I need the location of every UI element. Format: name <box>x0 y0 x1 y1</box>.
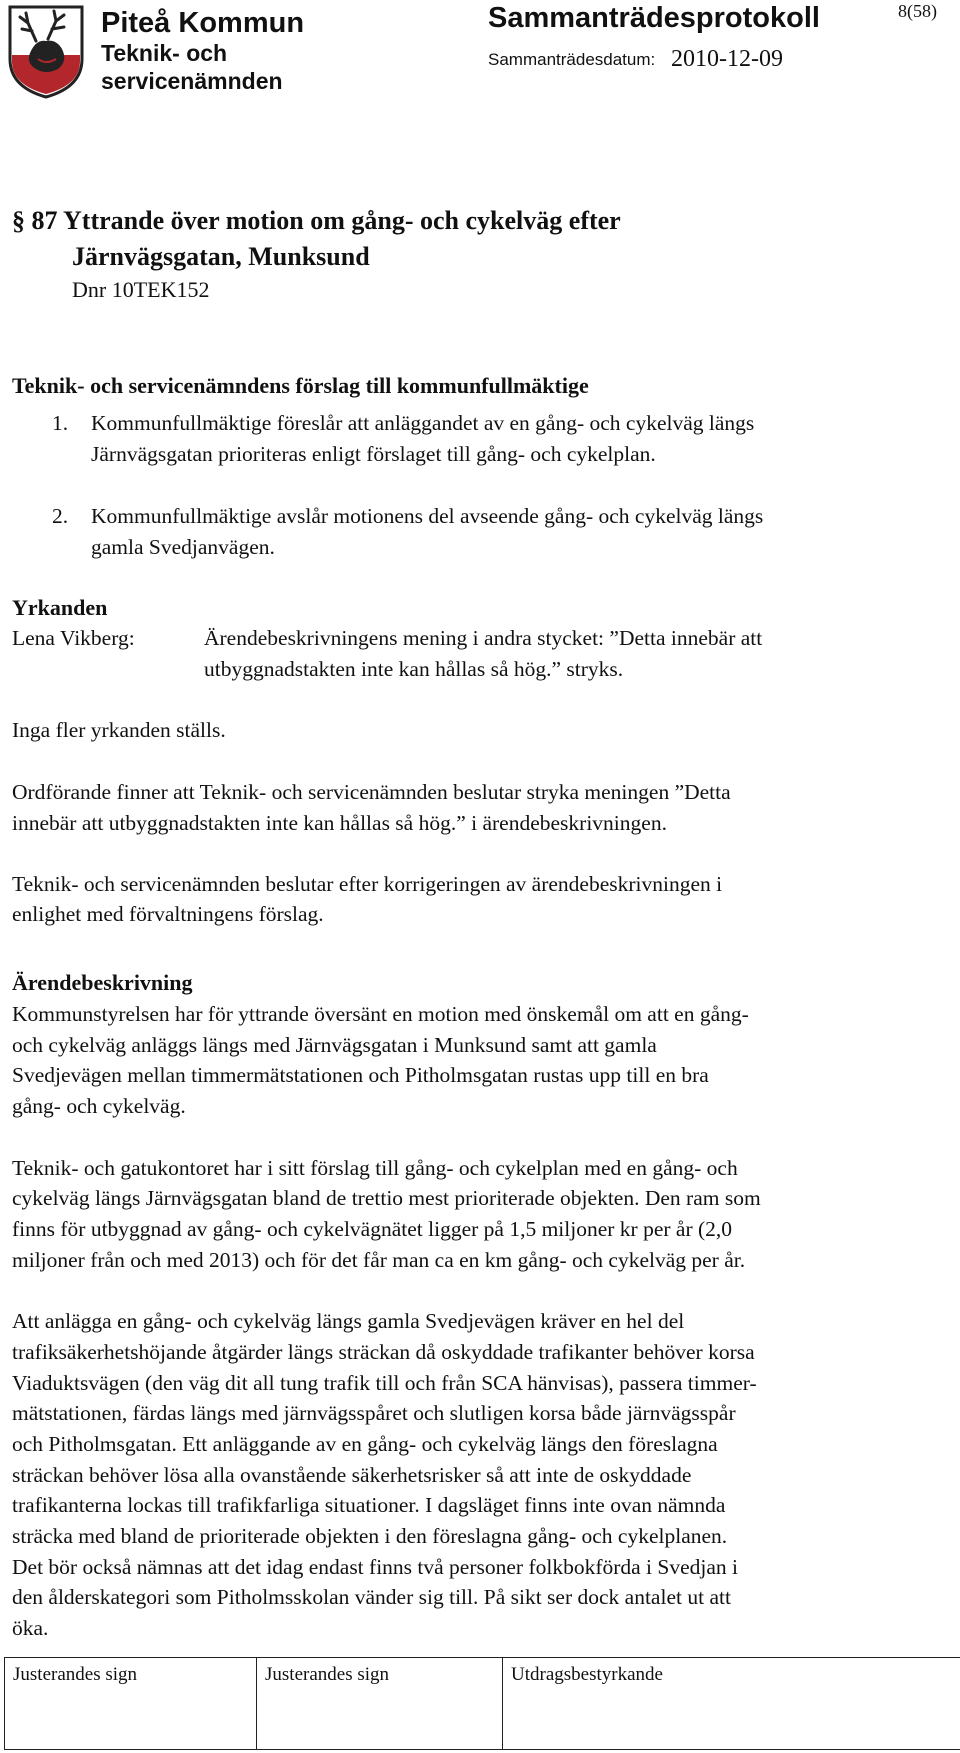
description-p3-line: Att anlägga en gång- och cykelväg längs gamla Svedjevägen kräver en hel del <box>12 1309 685 1333</box>
motion-text-line2: utbyggnadstakten inte kan hållas så hög.” stryks. <box>204 657 624 681</box>
proposal-item-2-line1: Kommunfullmäktige avslår motionens del avseende gång- och cykelväg längs <box>91 504 764 528</box>
signature-cell-2 <box>257 1658 503 1749</box>
description-p1-line: Kommunstyrelsen har för yttrande översänt en motion med önskemål om att en gång- <box>12 1002 749 1026</box>
description-p2-line: miljoner från och med 2013) och för det får man ca en km gång- och cykelväg per år. <box>12 1248 746 1272</box>
section-title-line2: Järnvägsgatan, Munksund <box>72 242 370 271</box>
motion-speaker: Lena Vikberg: <box>12 626 135 650</box>
description-p1-line: gång- och cykelväg. <box>12 1094 186 1118</box>
description-p3-line: Det bör också nämnas att det idag endast finns två personer folkbokförda i Svedjan i <box>12 1555 739 1579</box>
proposal-item-1-line2: Järnvägsgatan prioriteras enligt förslaget till gång- och cykelplan. <box>91 442 656 466</box>
section-title-line1: § 87 Yttrande över motion om gång- och cykelväg efter <box>12 206 621 235</box>
description-heading: Ärendebeskrivning <box>12 970 193 995</box>
motions-heading: Yrkanden <box>12 595 108 620</box>
decision-2-line1: Teknik- och servicenämnden beslutar efter korrigeringen av ärendebeskrivningen i <box>12 872 723 896</box>
motion-text-line1: Ärendebeskrivningens mening i andra stycket: ”Detta innebär att <box>204 626 763 650</box>
municipality-logo <box>6 3 86 99</box>
certification-label: Utdragsbestyrkande <box>511 1664 663 1685</box>
decision-1-line1: Ordförande finner att Teknik- och servicenämnden beslutar stryka meningen ”Detta <box>12 780 731 804</box>
description-p3-line: trafikanterna lockas till trafikfarliga situationer. I dagsläget finns inte ovan nämnda <box>12 1493 726 1517</box>
signature-table <box>4 1657 960 1750</box>
description-p3-line: den ålderskategori som Pitholmsskolan vänder sig till. På sikt ser dock antalet ut att <box>12 1585 731 1609</box>
decision-2-line2: enlighet med förvaltningens förslag. <box>12 902 324 926</box>
proposal-heading: Teknik- och servicenämndens förslag till kommunfullmäktige <box>12 373 589 398</box>
description-p2-line: finns för utbyggnad av gång- och cykelvägnätet ligger på 1,5 miljoner kr per år (2,0 <box>12 1217 733 1241</box>
description-p2-line: cykelväg längs Järnvägsgatan bland de trettio mest prioriterade objekten. Den ram som <box>12 1186 761 1210</box>
department-name-line1: Teknik- och <box>101 40 228 66</box>
description-p3-line: sträcka med bland de prioriterade objekten i den föreslagna gång- och cykelplanen. <box>12 1524 728 1548</box>
no-more-motions: Inga fler yrkanden ställs. <box>12 718 226 742</box>
description-p2-line: Teknik- och gatukontoret har i sitt förslag till gång- och cykelplan med en gång- och <box>12 1156 738 1180</box>
proposal-item-2-number: 2. <box>52 504 69 528</box>
signature-cell-1 <box>5 1658 257 1749</box>
decision-1-line2: innebär att utbyggnadstakten inte kan hållas så hög.” i ärendebeskrivningen. <box>12 811 667 835</box>
description-p3-line: sträckan behöver lösa alla ovanstående säkerhetsrisker så att inte de oskyddade <box>12 1463 692 1487</box>
org-name: Piteå Kommun <box>101 7 305 39</box>
meeting-date-value: 2010-12-09 <box>671 46 783 72</box>
proposal-item-1-number: 1. <box>52 411 69 435</box>
description-p3-line: öka. <box>12 1616 49 1640</box>
description-p3-line: trafiksäkerhetshöjande åtgärder längs sträckan då oskyddade trafikanter behöver korsa <box>12 1340 755 1364</box>
description-p1-line: Svedjevägen mellan timmermätstationen och Pitholmsgatan rustas upp till en bra <box>12 1063 709 1087</box>
signature-label: Justerandes sign <box>265 1664 390 1685</box>
page-number: 8(58) <box>898 1 937 21</box>
proposal-item-1-line1: Kommunfullmäktige föreslår att anläggandet av en gång- och cykelväg längs <box>91 411 755 435</box>
description-p3-line: mätstationen, färdas längs med järnvägsspåret och slutligen korsa både järnvägsspår <box>12 1401 736 1425</box>
description-p1-line: och cykelväg anläggs längs med Järnvägsgatan i Munksund samt att gamla <box>12 1033 657 1057</box>
reindeer-crest-icon <box>6 3 86 99</box>
department-name-line2: servicenämnden <box>101 68 283 94</box>
case-number: Dnr 10TEK152 <box>72 277 210 302</box>
document-type: Sammanträdesprotokoll <box>488 2 820 34</box>
description-p3-line: Viaduktsvägen (den väg dit all tung trafik till och från SCA hänvisas), passera timmer- <box>12 1371 757 1395</box>
meeting-date-label: Sammanträdesdatum: <box>488 50 656 69</box>
proposal-item-2-line2: gamla Svedjanvägen. <box>91 535 275 559</box>
certification-cell <box>503 1658 959 1749</box>
signature-label: Justerandes sign <box>13 1664 138 1685</box>
description-p3-line: och Pitholmsgatan. Ett anläggande av en gång- och cykelväg längs den föreslagna <box>12 1432 718 1456</box>
